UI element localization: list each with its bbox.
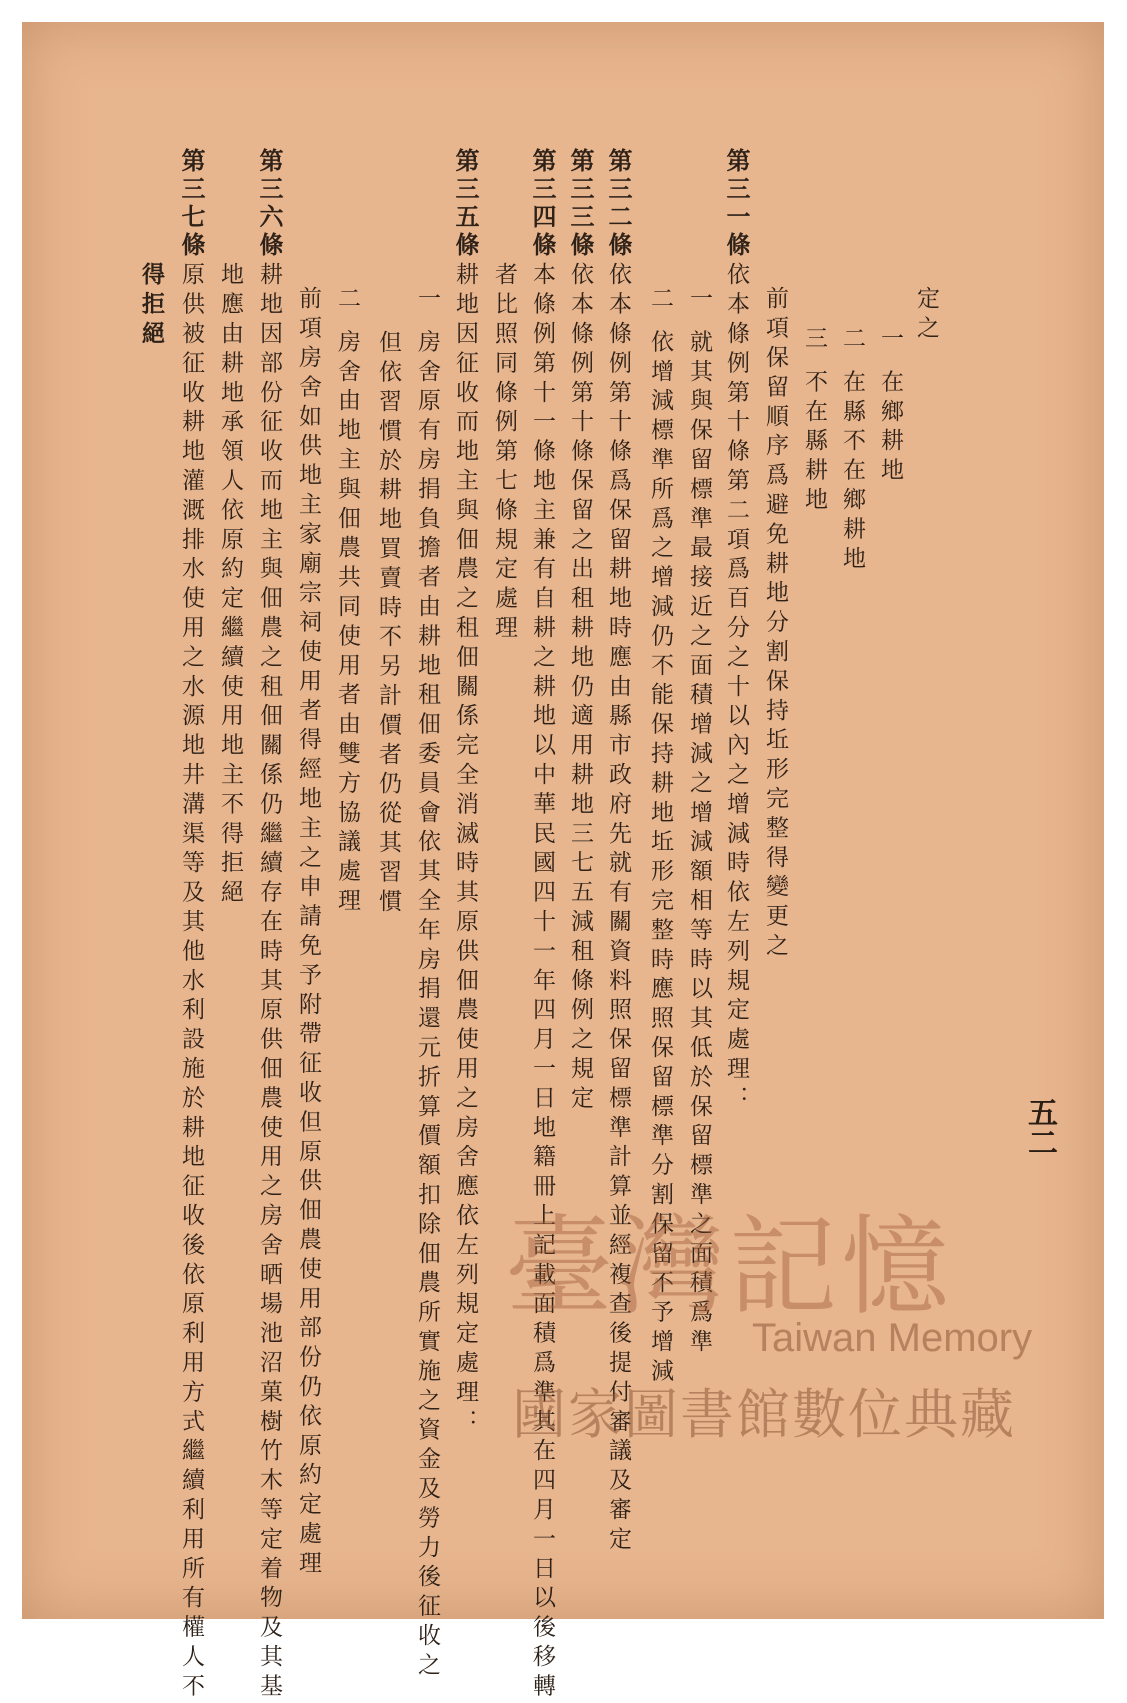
text-column: 依本條例第十條保留之出租耕地仍適用耕地三七五減租條例之規定 <box>567 262 593 1115</box>
article-34-heading: 第三四條 <box>528 148 557 260</box>
text-column: 原供被征收耕地灌溉排水使用之水源地井溝渠等及其他水利設施於耕地征收後依原利用方式繼續利用所有權人不 <box>178 262 204 1703</box>
text-column: 二 依增減標準所爲之增減仍不能保持耕地坵形完整時應照保留標準分割保留不予增減 <box>647 286 673 1388</box>
article-31-heading: 第三一條 <box>722 148 751 260</box>
text-column: 本條例第十一條地主兼有自耕之耕地以中華民國四十一年四月一日地籍冊上記載面積爲準其在四月一日以後移轉 <box>529 262 555 1703</box>
text-column: 者比照同條例第七條規定處理 <box>491 262 517 645</box>
text-column: 耕地因征收而地主與佃農之租佃關係完全消滅時其原供佃農使用之房舍應依左列規定處理： <box>452 262 478 1438</box>
text-column: 前項保留順序爲避免耕地分割保持坵形完整得變更之 <box>762 286 788 963</box>
watermark-english: Taiwan Memory <box>752 1316 1033 1360</box>
text-column: 一 就其與保留標準最接近之面積增減之增減額相等時以其低於保留標準之面積爲準 <box>686 286 712 1359</box>
text-column: 一 在鄉耕地 <box>877 326 903 487</box>
text-column: 依本條例第十條第二項爲百分之十以內之增減時依左列規定處理： <box>723 262 749 1115</box>
text-column: 二 在縣不在鄉耕地 <box>839 326 865 575</box>
page-number: 五二 <box>1022 1097 1057 1157</box>
text-column: 定之 <box>913 286 939 345</box>
text-column: 但依習慣於耕地買賣時不另計價者仍從其習慣 <box>375 330 401 918</box>
article-32-heading: 第三二條 <box>604 148 633 260</box>
watermark-library: 國家圖書館數位典藏 <box>512 1385 1016 1445</box>
watermark-cjk: 臺灣記憶 <box>505 1205 954 1330</box>
text-column: 三 不在縣耕地 <box>801 326 827 517</box>
text-column: 前項房舍如供地主家廟宗祠使用者得經地主之申請免予附帶征收但原供佃農使用部份仍依原約定處理 <box>295 286 321 1580</box>
text-column: 依本條例第十條爲保留耕地時應由縣市政府先就有關資料照保留標準計算並經複查後提付審議及審定 <box>605 262 631 1556</box>
text-column: 得拒絕 <box>138 262 165 351</box>
article-36-heading: 第三六條 <box>255 148 284 260</box>
text-column: 一 房舍原有房捐負擔者由耕地租佃委員會依其全年房捐還元折算價額扣除佃農所實施之資金及勞力後征收之 <box>414 286 440 1682</box>
text-column: 耕地因部份征收而地主與佃農之租佃關係仍繼續存在時其原供佃農使用之房舍晒場池沼菓樹竹木等定着物及其基 <box>256 262 282 1703</box>
article-33-heading: 第三三條 <box>566 148 595 260</box>
text-column: 二 房舍由地主與佃農共同使用者由雙方協議處理 <box>334 286 360 918</box>
text-column: 地應由耕地承領人依原約定繼續使用地主不得拒絕 <box>217 262 243 909</box>
article-35-heading: 第三五條 <box>451 148 480 260</box>
article-37-heading: 第三七條 <box>177 148 206 260</box>
